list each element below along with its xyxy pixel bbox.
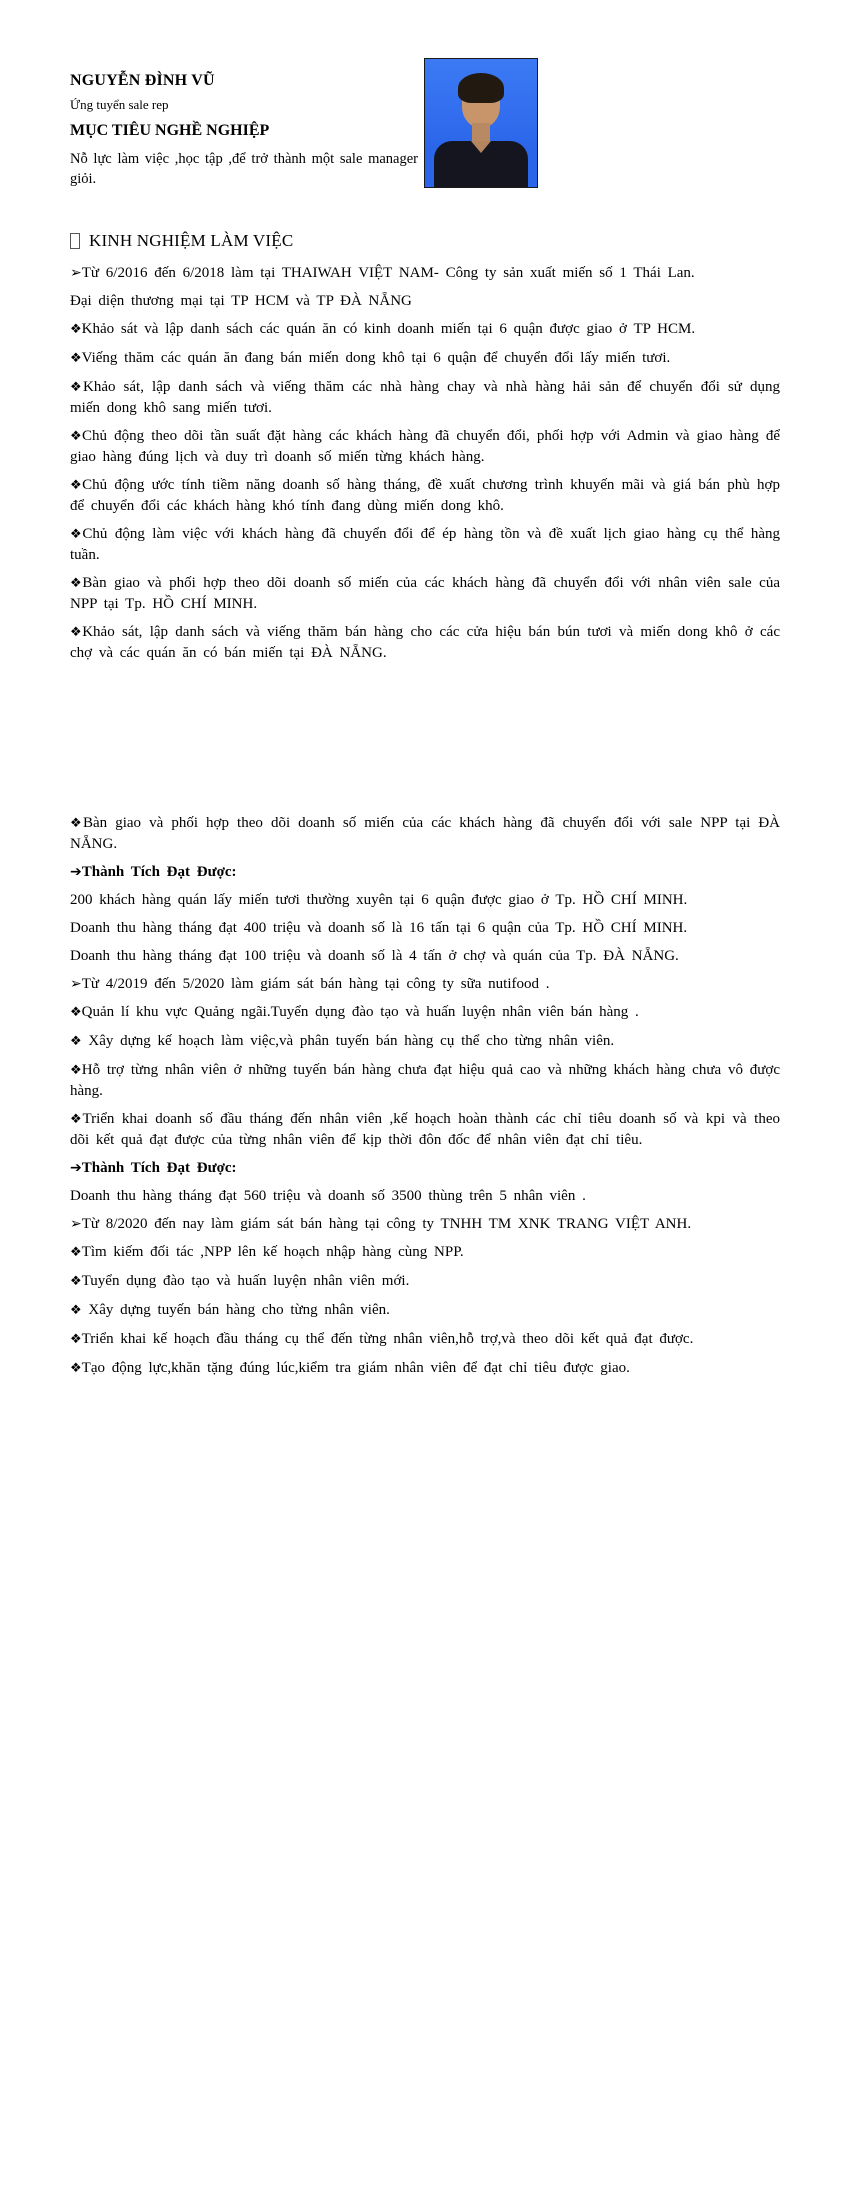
experience-item xyxy=(70,813,780,854)
experience-item xyxy=(70,1186,780,1206)
experience-item-text: Khảo sát, lập danh sách và viếng thăm bán hàng cho các cửa hiệu bán bún tươi và miến dong khô ở các chợ và các quán ăn có bán miến tại ĐÀ NẴNG. xyxy=(70,624,781,661)
experience-item-text: Tìm kiếm đối tác ,NPP lên kế hoạch nhập hàng cùng NPP. xyxy=(81,1244,464,1260)
experience-item-text: Triển khai kế hoạch đầu tháng cụ thể đến từng nhân viên,hỗ trợ,và theo dõi kết quả đạt được. xyxy=(81,1331,694,1347)
profile-photo xyxy=(424,58,538,188)
experience-item-text: Tuyển dụng đào tạo và huấn luyện nhân viên mới. xyxy=(81,1273,410,1289)
experience-item xyxy=(70,1358,780,1379)
diamond-bullet-icon: ❖ xyxy=(70,322,82,337)
experience-item xyxy=(70,1271,780,1292)
diamond-bullet-icon: ❖ xyxy=(70,625,83,640)
experience-item-text: Khảo sát, lập danh sách và viếng thăm các nhà hàng chay và nhà hàng hải sản để chuyển đổi sử dụng miến dong khô sang miến tươi. xyxy=(70,379,780,416)
diamond-bullet-icon: ❖ xyxy=(70,1112,83,1127)
missing-glyph-icon xyxy=(70,233,80,249)
experience-item-text: Thành Tích Đạt Được: xyxy=(81,1160,237,1176)
experience-item xyxy=(70,974,780,994)
diamond-bullet-icon: ❖ xyxy=(70,1063,82,1078)
experience-item xyxy=(70,524,780,565)
experience-heading xyxy=(70,231,780,251)
objective-text: Nỗ lực làm việc ,học tập ,để trở thành một sale manager giỏi. xyxy=(70,151,418,187)
diamond-bullet-icon: ❖ xyxy=(70,429,83,444)
experience-item-text: 200 khách hàng quán lấy miến tươi thường xuyên tại 6 quận được giao ở Tp. HỒ CHÍ MINH. xyxy=(70,892,688,908)
experience-item-text: Từ 8/2020 đến nay làm giám sát bán hàng tại công ty TNHH TM XNK TRANG VIỆT ANH. xyxy=(81,1216,692,1232)
experience-heading-text: KINH NGHIỆM LÀM VIỆC xyxy=(89,231,294,250)
objective-heading: MỤC TIÊU NGHỀ NGHIỆP xyxy=(70,122,270,139)
experience-item xyxy=(70,1109,780,1150)
diamond-bullet-icon: ❖ xyxy=(70,1005,82,1020)
diamond-bullet-icon: ❖ xyxy=(70,576,83,591)
diamond-bullet-icon: ❖ xyxy=(70,351,82,366)
diamond-bullet-icon: ❖ xyxy=(70,527,83,542)
diamond-bullet-icon: ❖ xyxy=(70,1332,82,1347)
experience-item-text: Bàn giao và phối hợp theo dõi doanh số miến của các khách hàng đã chuyển đổi với nhân viên sale của NPP tại Tp. HỒ CHÍ MINH. xyxy=(70,575,780,612)
experience-item xyxy=(70,1242,780,1263)
experience-item-text: Xây dựng kế hoạch làm việc,và phân tuyến bán hàng cụ thể cho từng nhân viên. xyxy=(81,1033,615,1049)
experience-item-text: Thành Tích Đạt Được: xyxy=(81,864,237,880)
experience-item-text: Khảo sát và lập danh sách các quán ăn có kinh doanh miến tại 6 quận được giao ở TP HCM. xyxy=(81,321,696,337)
experience-item-text: Đại diện thương mại tại TP HCM và TP ĐÀ NẴNG xyxy=(70,293,412,309)
applying-position: Ứng tuyển sale rep xyxy=(70,97,169,112)
experience-item xyxy=(70,1329,780,1350)
experience-item xyxy=(70,377,780,418)
experience-item-text: Viếng thăm các quán ăn đang bán miến dong khô tại 6 quận để chuyển đổi lấy miến tươi. xyxy=(81,350,671,366)
experience-item-text: Bàn giao và phối hợp theo dõi doanh số miến của các khách hàng đã chuyển đổi với sale NPP tại ĐÀ NẴNG. xyxy=(70,815,781,852)
experience-item xyxy=(70,1214,780,1234)
experience-item-text: Từ 4/2019 đến 5/2020 làm giám sát bán hàng tại công ty sữa nutifood . xyxy=(81,976,550,992)
experience-item xyxy=(70,573,780,614)
achieve-bullet-icon: ➔ xyxy=(70,1160,82,1176)
experience-item xyxy=(70,622,780,663)
experience-item xyxy=(70,291,780,311)
experience-item xyxy=(70,862,780,882)
arrow-bullet-icon: ➢ xyxy=(70,1216,82,1232)
achieve-bullet-icon: ➔ xyxy=(70,864,82,880)
photo-neck xyxy=(472,123,490,141)
diamond-bullet-icon: ❖ xyxy=(70,478,83,493)
experience-item xyxy=(70,1060,780,1101)
experience-item-text: Từ 6/2016 đến 6/2018 làm tại THAIWAH VIỆT NAM- Công ty sản xuất miến số 1 Thái Lan. xyxy=(81,265,695,281)
experience-item xyxy=(70,319,780,340)
experience-item xyxy=(70,348,780,369)
experience-item-text: Triển khai doanh số đầu tháng đến nhân viên ,kế hoạch hoàn thành các chỉ tiêu doanh số và kpi và theo dõi kết quả đạt được của từng nhân viên để kịp thời đôn đốc để nhân viên đạt chỉ tiêu. xyxy=(70,1111,781,1148)
experience-item xyxy=(70,263,780,283)
experience-item-text: Tạo động lực,khăn tặng đúng lúc,kiểm tra giám nhân viên để đạt chỉ tiêu được giao. xyxy=(81,1360,630,1376)
experience-item xyxy=(70,1300,780,1321)
diamond-bullet-icon: ❖ xyxy=(70,1303,82,1318)
photo-hair xyxy=(458,73,504,103)
experience-item-text: Chủ động theo dõi tần suất đặt hàng các khách hàng đã chuyển đổi, phối hợp với Admin và giao hàng để giao hàng đúng lịch và duy trì doanh số miến từng khách hàng. xyxy=(70,428,780,465)
experience-item-text: Doanh thu hàng tháng đạt 100 triệu và doanh số là 4 tấn ở chợ và quán của Tp. ĐÀ NẴNG. xyxy=(70,948,679,964)
experience-item xyxy=(70,475,780,516)
experience-item-text: Doanh thu hàng tháng đạt 560 triệu và doanh số 3500 thùng trên 5 nhân viên . xyxy=(70,1188,586,1204)
arrow-bullet-icon: ➢ xyxy=(70,265,82,281)
experience-item xyxy=(70,426,780,467)
experience-list xyxy=(70,263,780,1379)
cv-header xyxy=(70,58,780,189)
experience-item-text: Doanh thu hàng tháng đạt 400 triệu và doanh số là 16 tấn tại 6 quận của Tp. HỒ CHÍ MINH. xyxy=(70,920,688,936)
diamond-bullet-icon: ❖ xyxy=(70,1274,82,1289)
experience-item-text: Hỗ trợ từng nhân viên ở những tuyến bán hàng chưa đạt hiệu quả cao và những khách hàng chưa vô được hàng. xyxy=(70,1062,780,1099)
candidate-name: NGUYỄN ĐÌNH VŨ xyxy=(70,72,215,89)
diamond-bullet-icon: ❖ xyxy=(70,816,83,831)
experience-item-text: Chủ động làm việc với khách hàng đã chuyển đổi để ép hàng tồn và đề xuất lịch giao hàng cụ thể hàng tuần. xyxy=(70,526,781,563)
experience-item-text: Xây dựng tuyến bán hàng cho từng nhân viên. xyxy=(81,1302,390,1318)
arrow-bullet-icon: ➢ xyxy=(70,976,82,992)
experience-item xyxy=(70,918,780,938)
diamond-bullet-icon: ❖ xyxy=(70,380,83,395)
experience-item-text: Quản lí khu vực Quảng ngãi.Tuyển dụng đào tạo và huấn luyện nhân viên bán hàng . xyxy=(81,1004,639,1020)
experience-item xyxy=(70,1031,780,1052)
experience-item xyxy=(70,1158,780,1178)
experience-item xyxy=(70,890,780,910)
diamond-bullet-icon: ❖ xyxy=(70,1361,82,1376)
diamond-bullet-icon: ❖ xyxy=(70,1245,82,1260)
experience-item-text: Chủ động ước tính tiềm năng doanh số hàng tháng, đề xuất chương trình khuyến mãi và giá bán phù hợp để chuyển đổi các khách hàng khó tính đang dùng miến dong khô. xyxy=(70,477,780,514)
cv-header-text-block xyxy=(70,58,418,189)
experience-item xyxy=(70,1002,780,1023)
experience-item xyxy=(70,946,780,966)
diamond-bullet-icon: ❖ xyxy=(70,1034,82,1049)
